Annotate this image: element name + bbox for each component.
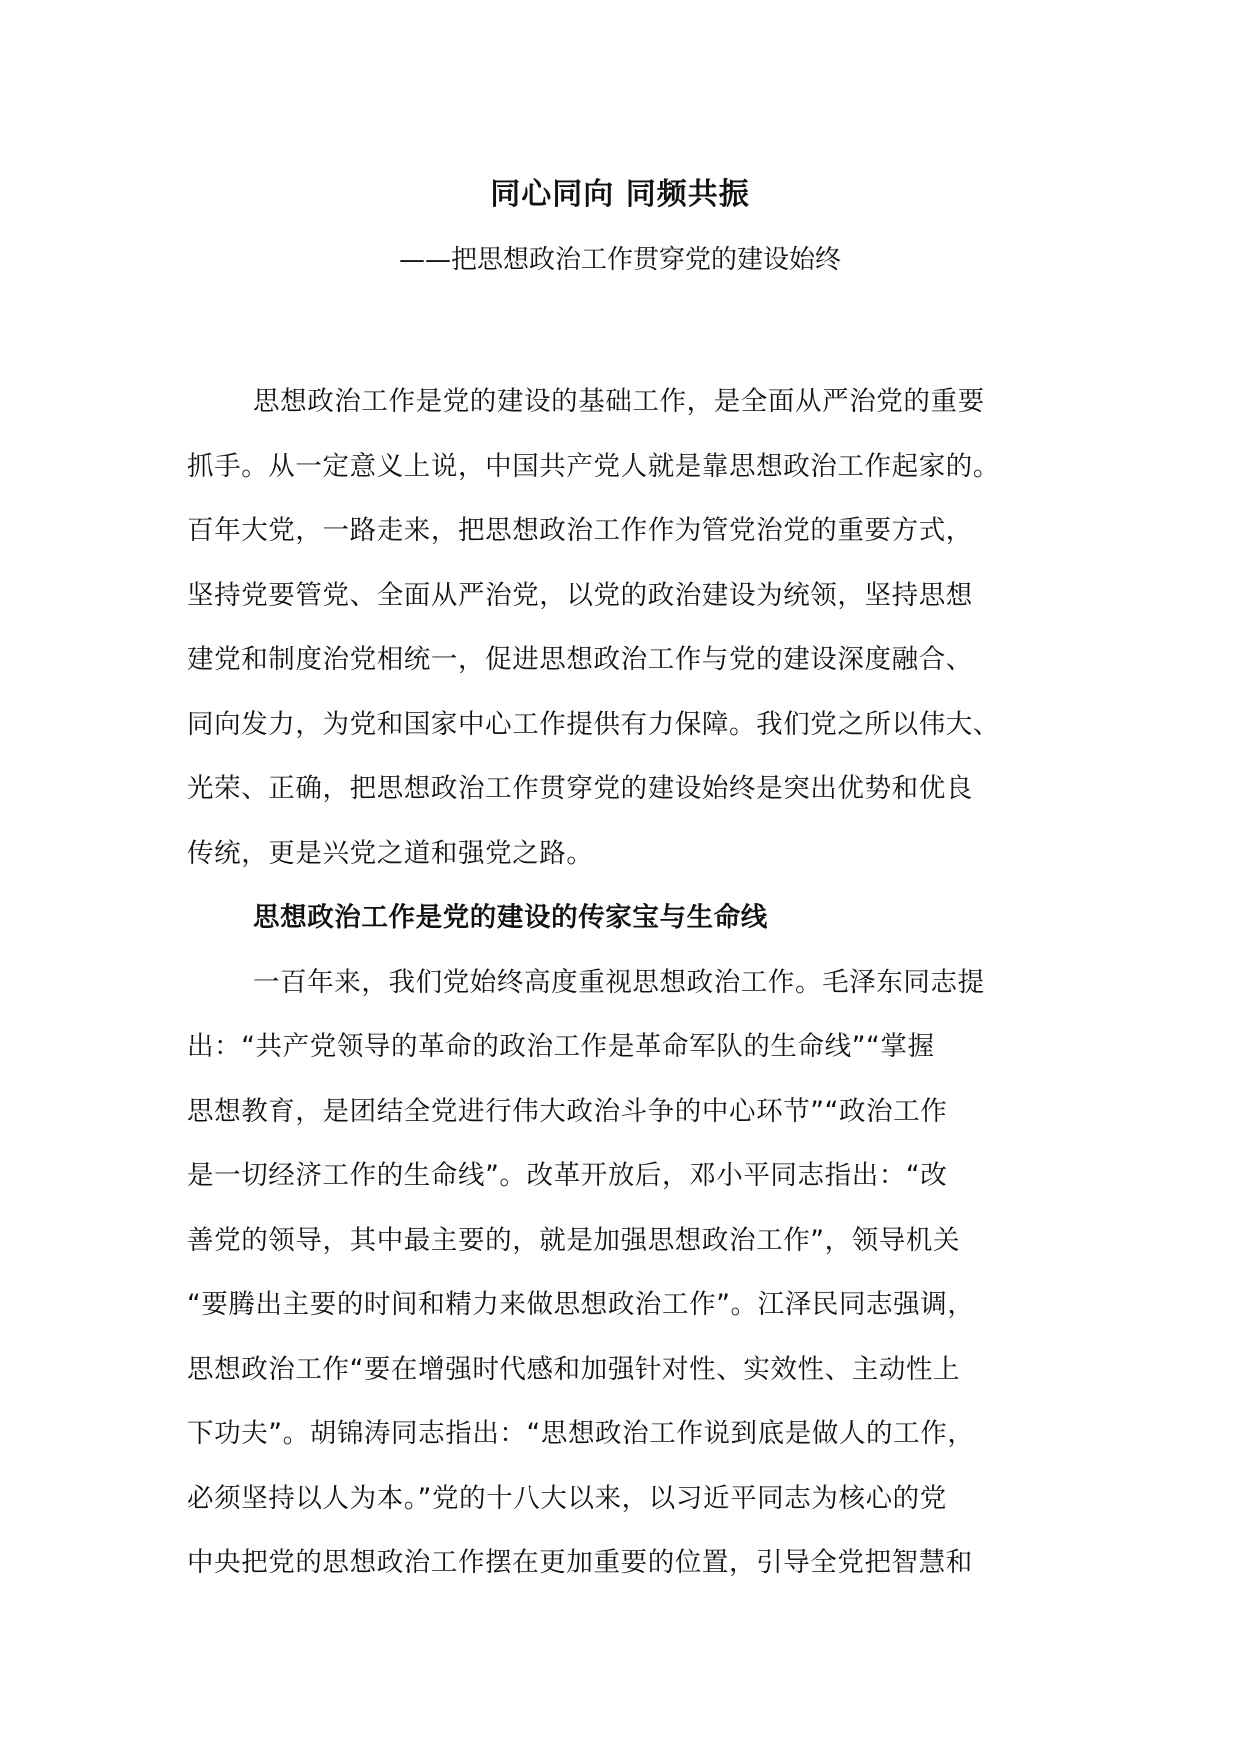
paragraph-line: 光荣、正确，把思想政治工作贯穿党的建设始终是突出优势和优良 [187,773,973,804]
paragraph-line: 思想政治工作“要在增强时代感和加强针对性、实效性、主动性上 [187,1353,961,1385]
paragraph-line: 抓手。从一定意义上说，中国共产党人就是靠思想政治工作起家的。 [187,450,1000,482]
paragraph-line: 必须坚持以人为本。”党的十八大以来，以习近平同志为核心的党 [187,1482,947,1514]
paragraph-2 [187,951,1077,1596]
paragraph-line: 一百年来，我们党始终高度重视思想政治工作。毛泽东同志提 [253,966,985,998]
paragraph-line: 建党和制度治党相统一，促进思想政治工作与党的建设深度融合、 [187,644,973,675]
paragraph-line: 传统，更是兴党之道和强党之路。 [187,837,594,869]
document-title: 同心同向 同频共振 [490,177,750,212]
paragraph-line: 思想政治工作是党的建设的基础工作，是全面从严治党的重要 [253,386,985,417]
paragraph-line: 坚持党要管党、全面从严治党，以党的政治建设为统领，坚持思想 [187,579,973,611]
paragraph-line: 下功夫”。胡锦涛同志指出：“思想政治工作说到底是做人的工作， [187,1418,975,1449]
paragraph-1 [187,370,1077,886]
paragraph-line: 善党的领导，其中最主要的，就是加强思想政治工作”，领导机关 [187,1224,961,1256]
paragraph-line: 同向发力，为党和国家中心工作提供有力保障。我们党之所以伟大、 [187,708,1000,740]
paragraph-line: 思想教育，是团结全党进行伟大政治斗争的中心环节”“政治工作 [187,1095,948,1127]
paragraph-line: “要腾出主要的时间和精力来做思想政治工作”。江泽民同志强调， [187,1289,975,1320]
document-subtitle: ——把思想政治工作贯穿党的建设始终 [398,245,841,275]
paragraph-line: 出：“共产党领导的革命的政治工作是革命军队的生命线”“掌握 [187,1031,935,1062]
paragraph-line: 中央把党的思想政治工作摆在更加重要的位置，引导全党把智慧和 [187,1547,973,1578]
paragraph-line: 百年大党，一路走来，把思想政治工作作为管党治党的重要方式， [187,515,973,546]
section-heading: 思想政治工作是党的建设的传家宝与生命线 [253,902,768,933]
paragraph-line: 是一切经济工作的生命线”。改革开放后，邓小平同志指出：“改 [187,1160,948,1191]
document-body [187,370,1077,1596]
